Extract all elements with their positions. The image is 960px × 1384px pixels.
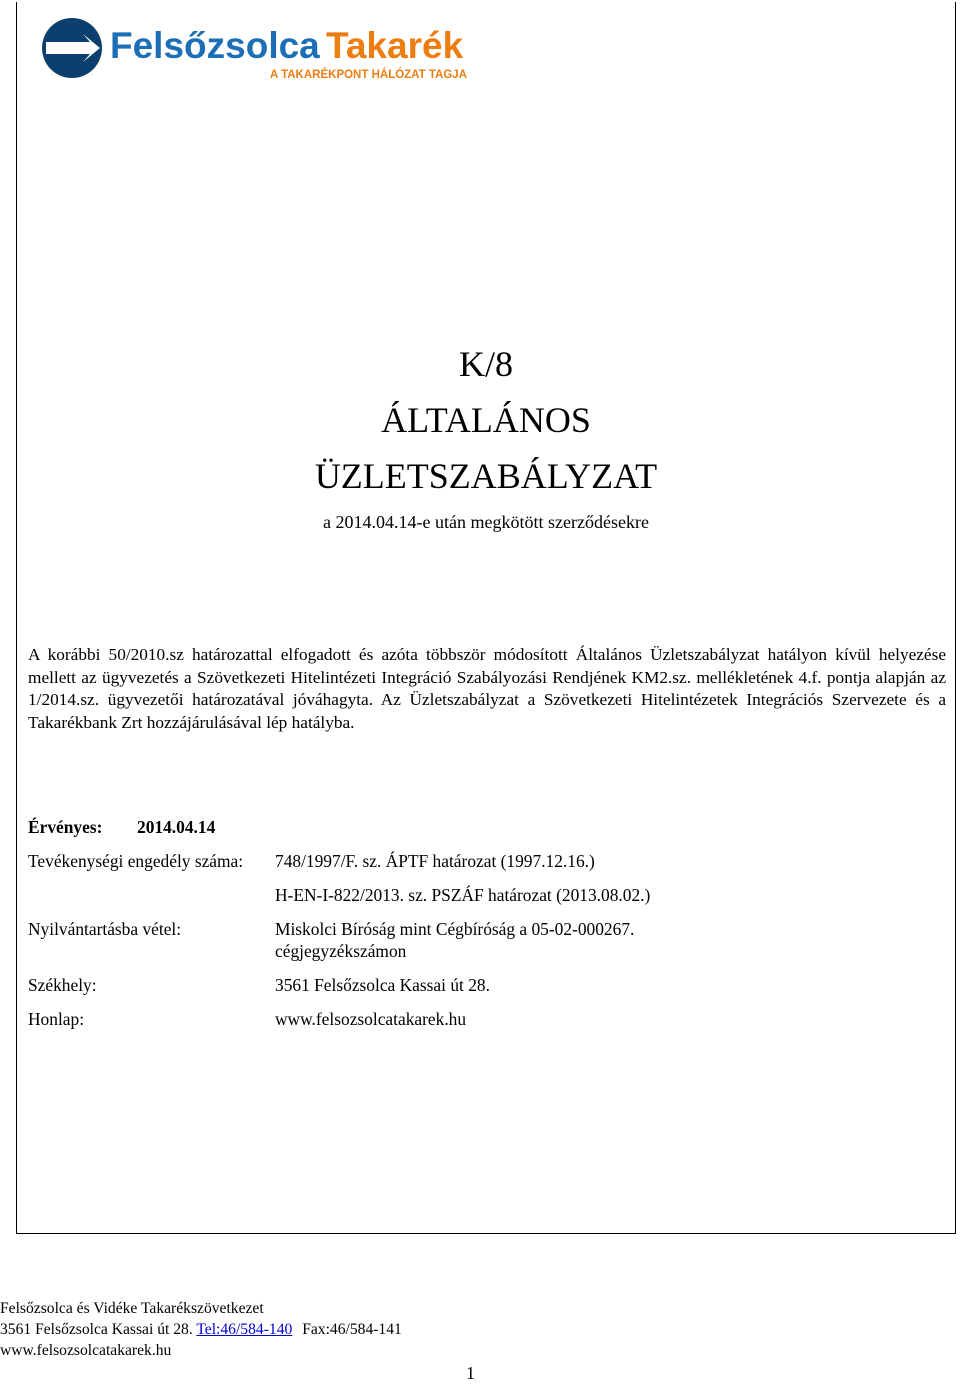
logo-name-part1: Felsőzsolca (110, 25, 320, 66)
document-frame (16, 2, 956, 1234)
registry-label: Nyilvántartásba vétel: (28, 919, 182, 939)
registry-value-2: cégjegyzékszámon (275, 941, 407, 961)
document-title-line1: ÁLTALÁNOS (381, 400, 591, 440)
license-label: Tevékenységi engedély száma: (28, 851, 244, 871)
footer-fax: Fax:46/584-141 (302, 1321, 402, 1338)
document-subtitle: a 2014.04.14-e után megkötött szerződésekre (323, 512, 649, 532)
document-code: K/8 (459, 344, 513, 384)
logo-tagline: A TAKARÉKPONT HÁLÓZAT TAGJA (270, 69, 467, 81)
valid-value: 2014.04.14 (137, 817, 216, 837)
document-title-line2: ÜZLETSZABÁLYZAT (314, 456, 658, 496)
page-number: 1 (466, 1363, 475, 1383)
valid-label: Érvényes: (28, 817, 103, 837)
license-value-2: H-EN-I-822/2013. sz. PSZÁF határozat (2013.08.02.) (275, 885, 651, 905)
footer-web: www.felsozsolcatakarek.hu (0, 1342, 172, 1359)
seat-value: 3561 Felsőzsolca Kassai út 28. (275, 975, 490, 995)
seat-label: Székhely: (28, 975, 97, 995)
footer-address: 3561 Felsőzsolca Kassai út 28. (0, 1321, 193, 1338)
intro-paragraph: A korábbi 50/2010.sz határozattal elfogadott és azóta többször módosított Általános Üzletszabályzat hatályon kívül helyezése mellett az ügyvezetés a Szövetkezeti Hitelintézeti Integráció Szabályozási Rendjének KM2.sz. mellékletének 4.f. pontja alapján az 1/2014.sz. ügyvezetői határozatával jóváhagyta. Az Üzletszabályzat a Szövetkezeti Hitelintézetek Integrációs Szervezete és a Takarékbank Zrt hozzájárulásával lép hatályba. (28, 645, 946, 732)
license-value-1: 748/1997/F. sz. ÁPTF határozat (1997.12.16.) (275, 851, 595, 871)
registry-value-1: Miskolci Bíróság mint Cégbíróság a 05-02-000267. (275, 919, 635, 939)
bank-logo (40, 12, 480, 82)
web-label: Honlap: (28, 1009, 85, 1029)
footer-tel-link[interactable]: Tel:46/584-140 (196, 1321, 293, 1338)
footer-org: Felsőzsolca és Vidéke Takarékszövetkezet (0, 1300, 264, 1317)
footer-contact-line (0, 1320, 402, 1340)
logo-name-part2: Takarék (326, 25, 464, 66)
web-value: www.felsozsolcatakarek.hu (275, 1009, 467, 1029)
